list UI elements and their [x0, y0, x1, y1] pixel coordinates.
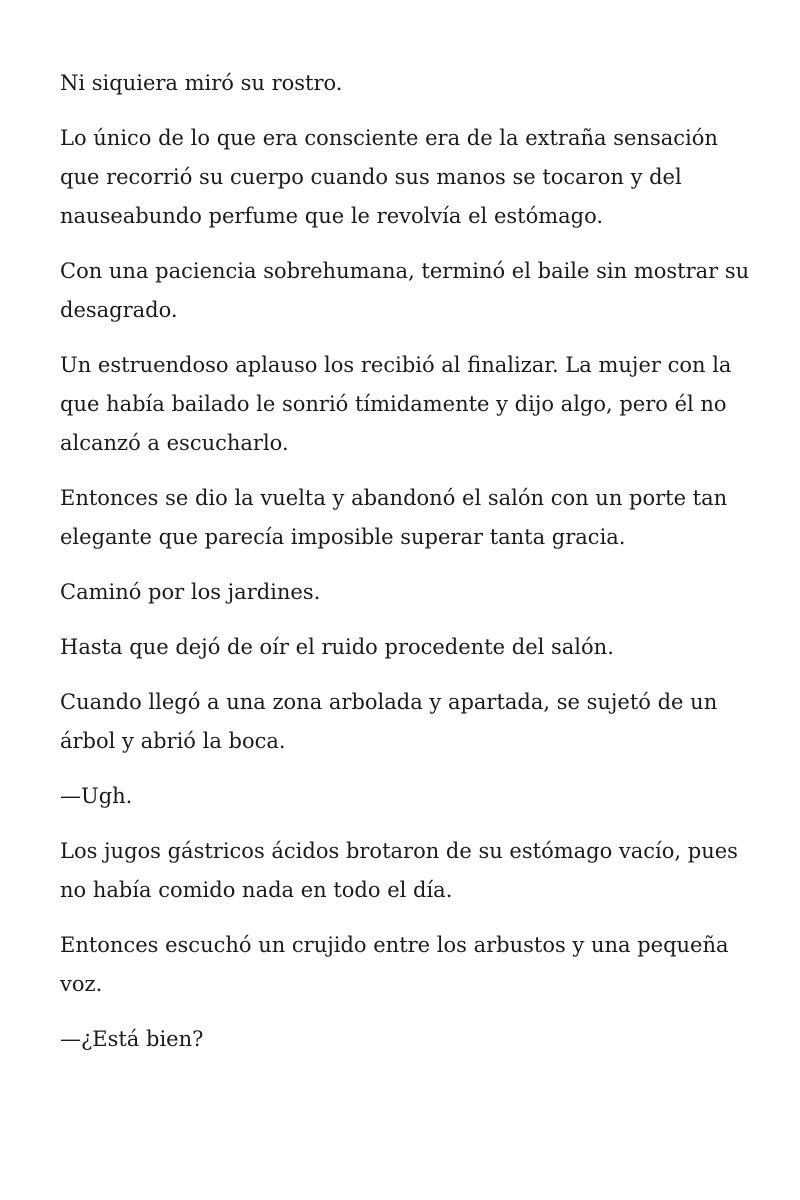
paragraph: Caminó por los jardines. — [60, 580, 321, 604]
paragraph: Cuando llegó a una zona arbolada y apartada, se sujetó de un árbol y abrió la boca. — [60, 690, 718, 753]
paragraph: Un estruendoso aplauso los recibió al finalizar. La mujer con la que había bailado le sonrió tímidamente y dijo algo, pero él no alcanzó a escucharlo. — [60, 353, 732, 455]
paragraph: Con una paciencia sobrehumana, terminó el baile sin mostrar su desagrado. — [60, 259, 750, 322]
document-page — [60, 64, 750, 1075]
paragraph: Ni siquiera miró su rostro. — [60, 71, 343, 95]
paragraph: Lo único de lo que era consciente era de la extraña sensación que recorrió su cuerpo cuando sus manos se tocaron y del nauseabundo perfume que le revolvía el estómago. — [60, 126, 718, 228]
paragraph: Los jugos gástricos ácidos brotaron de su estómago vacío, pues no había comido nada en todo el día. — [60, 839, 738, 902]
dialogue-line: —Ugh. — [60, 784, 133, 808]
paragraph: Hasta que dejó de oír el ruido procedente del salón. — [60, 635, 614, 659]
paragraph: Entonces se dio la vuelta y abandonó el salón con un porte tan elegante que parecía imposible superar tanta gracia. — [60, 486, 728, 549]
dialogue-line: —¿Está bien? — [60, 1027, 204, 1051]
paragraph: Entonces escuchó un crujido entre los arbustos y una pequeña voz. — [60, 933, 729, 996]
